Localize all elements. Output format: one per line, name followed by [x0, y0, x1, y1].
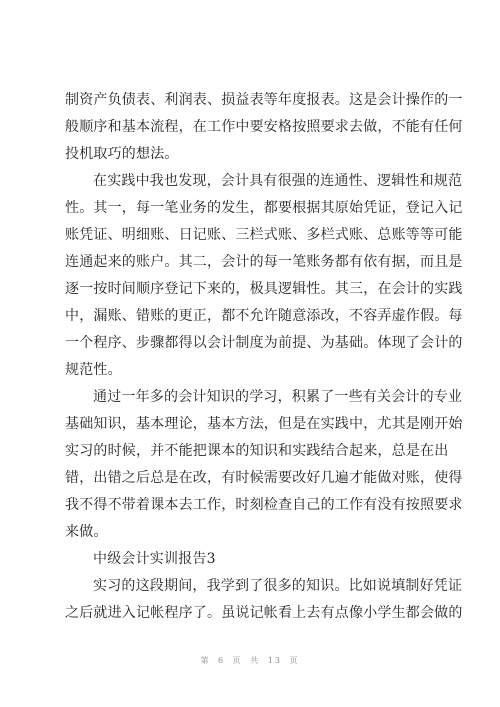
paragraph-start-line: 实习的这段期间，我学到了很多的知识。比如说填制好凭证: [93, 578, 463, 594]
paragraph-start-line: 在实践中我也发现，会计具有很强的连通性、逻辑性和规范: [93, 173, 463, 189]
paragraph-start-line: 通过一年多的会计知识的学习，积累了一些有关会计的专业: [93, 389, 463, 405]
text-line: 制资产负债表、利润表、损益表等年度报表。这是会计操作的一: [65, 92, 463, 108]
text-line: 连通起来的账户。其二，会计的每一笔账务都有依有据，而且是: [65, 254, 463, 270]
section-heading: 中级会计实训报告3: [93, 551, 216, 567]
text-line: 基础知识，基本理论，基本方法，但是在实践中，尤其是刚开始: [65, 416, 463, 432]
page-number-footer: 第 6 页 共 13 页: [200, 656, 300, 665]
text-line: 账凭证、明细账、日记账、三栏式账、多栏式账、总账等等可能: [65, 227, 463, 243]
text-line: 中，漏账、错账的更正，都不允许随意添改，不容弄虚作假。每: [65, 308, 463, 324]
text-line: 之后就进入记帐程序了。虽说记帐看上去有点像小学生都会做的: [65, 605, 463, 621]
text-line: 来做。: [65, 524, 108, 540]
text-line: 性。其一，每一笔业务的发生，都要根据其原始凭证，登记入记: [65, 200, 463, 216]
text-line: 我不得不带着课本去工作，时刻检查自己的工作有没有按照要求: [65, 497, 463, 513]
text-line: 错，出错之后总是在改，有时候需要改好几遍才能做对账，使得: [65, 470, 463, 486]
text-line: 般顺序和基本流程，在工作中要安格按照要求去做，不能有任何: [65, 119, 463, 135]
text-line: 实习的时候，并不能把课本的知识和实践结合起来，总是在出: [65, 443, 449, 459]
text-line: 规范性。: [65, 362, 122, 378]
text-line: 逐一按时间顺序登记下来的，极具逻辑性。其三，在会计的实践: [65, 281, 463, 297]
text-line: 一个程序、步骤都得以会计制度为前提、为基础。体现了会计的: [65, 335, 463, 351]
text-line: 投机取巧的想法。: [65, 146, 179, 162]
document-body: [65, 87, 463, 627]
